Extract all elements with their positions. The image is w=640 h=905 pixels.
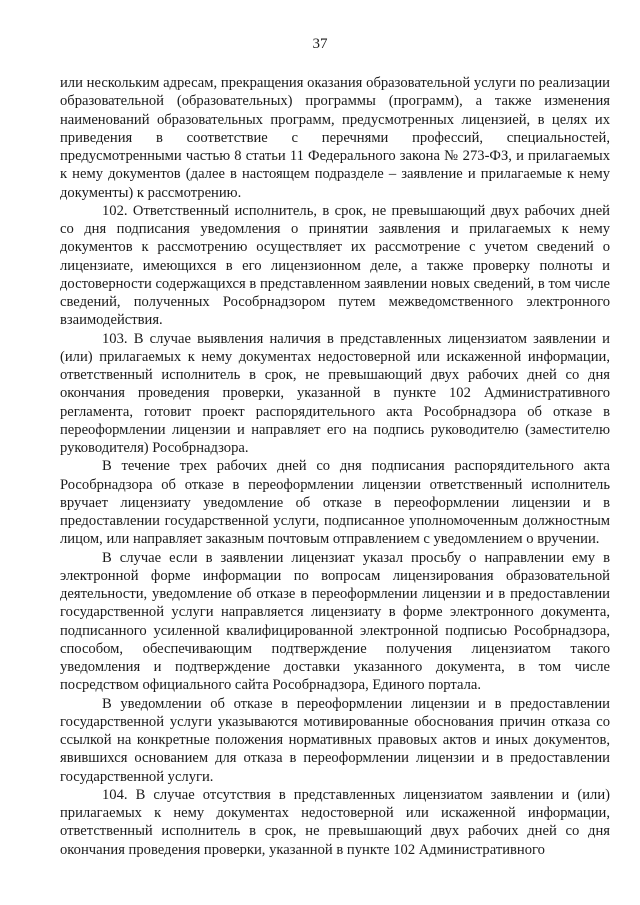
paragraph-102: 102. Ответственный исполнитель, в срок, не превышающий двух рабочих дней со дня подписания уведомления о принятии заявления и прилагаемых к нему документов к рассмотрению осуществляет их рассмотрение с учетом сведений о лицензиате, имеющихся в его лицензионном деле, а также проверку полноты и достоверности содержащихся в представленном заявлении новых сведений, в том числе сведений, полученных Рособрнадзором путем межведомственного электронного взаимодействия. (60, 202, 610, 329)
paragraph-104: 104. В случае отсутствия в представленных лицензиатом заявлении и (или) прилагаемых к нему документах недостоверной или искаженной информации, ответственный исполнитель в срок, не превышающий двух рабочих дней со дня окончания проведения проверки, указанной в пункте 102 Административного (60, 786, 610, 858)
paragraph-continuation: или нескольким адресам, прекращения оказания образовательной услуги по реализации образовательной (образовательных) программы (программ), а также изменения наименований образовательных программ, предусмотренных лицензией, в целях их приведения в соответствие с перечнями профессий, специальностей, предусмотренными частью 8 статьи 11 Федерального закона № 273-ФЗ, и прилагаемых к нему документов (далее в настоящем подразделе – заявление и прилагаемые к нему документы) к рассмотрению. (60, 75, 610, 201)
paragraph-103: 103. В случае выявления наличия в представленных лицензиатом заявлении и (или) прилагаемых к нему документах недостоверной или искаженной информации, ответственный исполнитель в срок, не превышающий двух рабочих дней со дня окончания проведения проверки, указанной в пункте 102 Административного регламента, готовит проект распорядительного акта Рособрнадзора об отказе в переоформлении лицензии и направляет его на подпись руководителю (заместителю руководителя) Рособрнадзора. (60, 330, 610, 456)
document-body (60, 74, 610, 859)
paragraph-103-electronic: В случае если в заявлении лицензиат указал просьбу о направлении ему в электронной форме информации по вопросам лицензирования образовательной деятельности, уведомление об отказе в переоформлении лицензии и в предоставлении государственной услуги направляется лицензиату в форме электронного документа, подписанного усиленной квалифицированной электронной подписью Рособрнадзора, способом, обеспечивающим подтверждение получения лицензиатом такого уведомления и подтверждение доставки указанного документа, в том числе посредством официального сайта Рособрнадзора, Единого портала. (60, 549, 610, 694)
paragraph-103-reasons: В уведомлении об отказе в переоформлении лицензии и в предоставлении государственной услуги указываются мотивированные обоснования причин отказа со ссылкой на конкретные положения нормативных правовых актов и иных документов, явившихся основанием для отказа в переоформлении лицензии и в предоставлении государственной услуги. (60, 695, 610, 785)
paragraph-103-delivery: В течение трех рабочих дней со дня подписания распорядительного акта Рособрнадзора об отказе в переоформлении лицензии ответственный исполнитель вручает лицензиату уведомление об отказе в переоформлении лицензии и в предоставлении государственной услуги, подписанное уполномоченным должностным лицом, или направляет заказным почтовым отправлением с уведомлением о вручении. (60, 458, 610, 548)
page-number: 37 (312, 36, 328, 52)
